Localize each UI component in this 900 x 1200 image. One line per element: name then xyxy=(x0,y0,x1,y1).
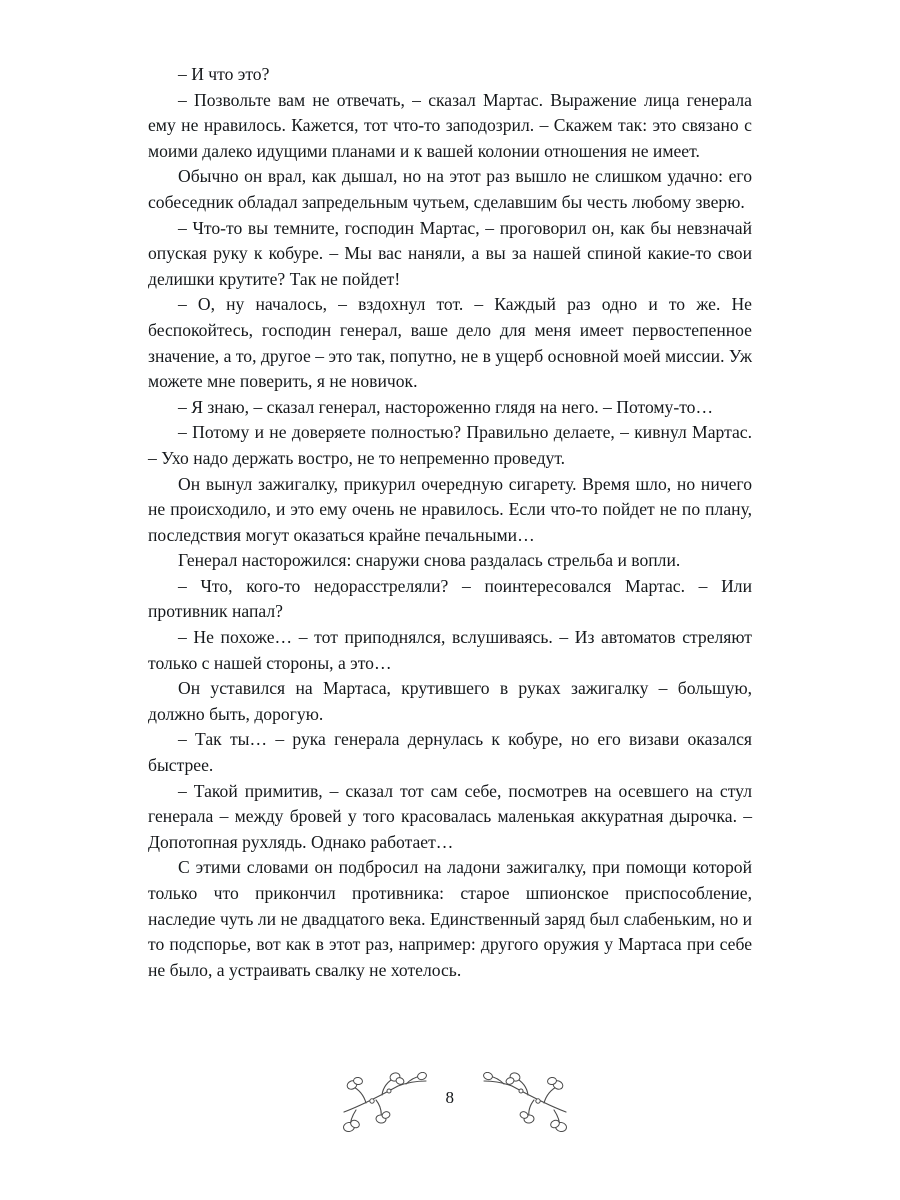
paragraph: – Так ты… – рука генерала дернулась к кобуре, но его визави оказался быстрее. xyxy=(148,729,752,776)
paragraph: Он вынул зажигалку, прикурил очередную сигарету. Время шло, но ничего не происходило, и это ему очень не нравилось. Если что-то пойдет не по плану, последствия могут оказаться крайне печальными… xyxy=(148,473,752,545)
paragraph: – Что, кого-то недорасстреляли? – поинтересовался Мартас. – Или противник напал? xyxy=(148,575,752,622)
paragraph: Он уставился на Мартаса, крутившего в руках зажигалку – большую, должно быть, дорогую. xyxy=(148,678,752,724)
paragraph: – О, ну началось, – вздохнул тот. – Каждый раз одно и то же. Не беспокойтесь, господин генерал, ваше дело для меня имеет первостепенное значение, а то, другое – это так, попутно, не в ущерб основной моей миссии. Уж можете мне поверить, я не новичок. xyxy=(148,294,752,392)
page-footer xyxy=(0,1068,900,1138)
paragraph: – Я знаю, – сказал генерал, настороженно глядя на него. – Потому-то… xyxy=(178,396,714,417)
floral-branch-ornament-icon xyxy=(478,1072,574,1134)
paragraph: – Не похоже… – тот приподнялся, вслушиваясь. – Из автоматов стреляют только с нашей стороны, а это… xyxy=(148,627,752,673)
page-number: 8 xyxy=(445,1088,455,1107)
paragraph: С этими словами он подбросил на ладони зажигалку, при помощи которой только что прикончил противника: старое шпионское приспособление, наследие чуть ли не двадцатого века. Единственный заряд был слабеньким, но и то подспорье, вот как в этот раз, например: другого оружия у Мартаса при себе не было, а устраивать свалку не хотелось. xyxy=(148,857,752,980)
paragraph: – Позвольте вам не отвечать, – сказал Мартас. Выражение лица генерала ему не нравилось. Кажется, тот что-то заподозрил. – Скажем так: это связано с моими далеко идущими планами и к вашей колонии отношения не имеет. xyxy=(148,89,752,161)
paragraph: Обычно он врал, как дышал, но на этот раз вышло не слишком удачно: его собеседник обладал запредельным чутьем, сделавшим бы честь любому зверю. xyxy=(148,166,752,212)
paragraph: – Потому и не доверяете полностью? Правильно делаете, – кивнул Мартас. – Ухо надо держать востро, не то непременно проведут. xyxy=(148,422,752,468)
body-text-column xyxy=(148,62,752,983)
paragraph: Генерал насторожился: снаружи снова раздалась стрельба и вопли. xyxy=(178,550,681,571)
paragraph: – Такой примитив, – сказал тот сам себе, посмотрев на осевшего на стул генерала – между бровей у того красовалась маленькая аккуратная дырочка. – Допотопная рухлядь. Однако работает… xyxy=(148,780,752,852)
paragraph: – Что-то вы темните, господин Мартас, – проговорил он, как бы невзначай опуская руку к кобуре. – Мы вас наняли, а вы за нашей спиной какие-то свои делишки крутите? Так не пойдет! xyxy=(148,217,752,289)
paragraph: – И что это? xyxy=(178,64,270,84)
